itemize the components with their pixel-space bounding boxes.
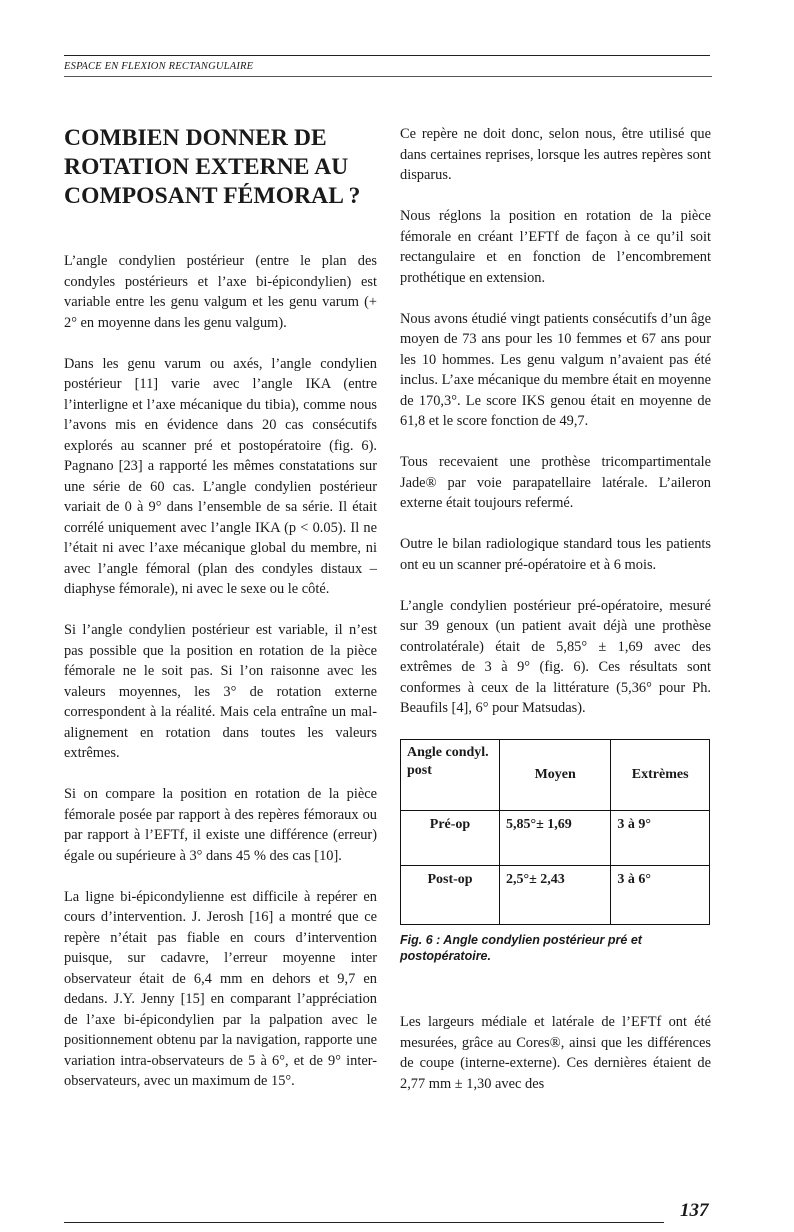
body-paragraph: Outre le bilan radiologique standard tous les patients ont eu un scanner pré-opératoire et à 6 mois. [400, 536, 711, 573]
right-column [400, 124, 711, 1115]
body-paragraph: La ligne bi-épicondylienne est difficile à repérer en cours d’intervention. J. Jerosh [16] a montré que ce repère n’était pas fiable en cours d’intervention puisque, sur cadavre, l’erreur moyenne inter observateur était de 6,4 mm en dehors et 9,7 en dedans. J.Y. Jenny [15] en comparant l’appréciation de l’axe bi-épicondylien par la palpation avec le positionnement obtenu par la navigation, rapporte une variation intra-observateurs de 5 à 6°, et de 9° inter-observateurs, avec un maximum de 15°. [64, 888, 377, 1089]
running-title: ESPACE EN FLEXION RECTANGULAIRE [64, 55, 710, 72]
body-paragraph: Ce repère ne doit donc, selon nous, être utilisé que dans certaines reprises, lorsque les autres repères sont disparus. [400, 126, 711, 183]
body-paragraph: Dans les genu varum ou axés, l’angle condylien postérieur [11] varie avec l’angle IKA (entre l’interligne et l’axe mécanique du tibia), comme nous l’avons mis en évidence dans 20 cas consécutifs explorés au scanner pré et postopératoire (fig. 6). Pagnano [23] a rapporté les mêmes constatations sur une série de 60 cas. L’angle condylien postérieur variait de 0 à 9° dans l’ensemble de sa série. Il était corrélé uniquement avec l’angle IKA (p < 0.05). Il ne l’était ni avec l’axe mécanique global du membre, ni avec l’angle fémoral (plan des condyles distaux – diaphyse fémorale), ni avec le sexe ou le côté. [64, 355, 377, 597]
table-row [401, 811, 710, 866]
table-cell: 3 à 9° [611, 811, 710, 866]
body-paragraph: Tous recevaient une prothèse tricompartimentale Jade® par voie parapatellaire latérale. L’aileron externe était toujours refermé. [400, 454, 711, 511]
footer-divider [64, 1222, 664, 1223]
table-cell: Post-op [401, 866, 500, 925]
body-paragraph: L’angle condylien postérieur pré-opératoire, mesuré sur 39 genoux (un patient avait déjà une prothèse controlatérale) était de 5,85° ± 1,69 avec des extrêmes de 3 à 9° (fig. 6). Ces résultats sont conformes à ceux de la littérature (5,36° pour Ph. Beaufils [4], 6° pour Matsudas). [400, 597, 711, 716]
angle-table [400, 739, 710, 925]
left-column [64, 124, 377, 1112]
body-paragraph: Les largeurs médiale et latérale de l’EFTf ont été mesurées, grâce au Cores®, ainsi que les différences de coupe (interne-externe). Ces dernières étaient de 2,77 mm ± 1,30 avec des [400, 1014, 711, 1092]
table-header-cell: Extrèmes [611, 740, 710, 811]
table-cell: 3 à 6° [611, 866, 710, 925]
table-cell: 5,85°± 1,69 [500, 811, 611, 866]
figure-caption: Fig. 6 : Angle condylien postérieur pré et postopératoire. [400, 933, 642, 963]
table-header-cell: Angle condyl. post [401, 740, 500, 811]
table-cell: 2,5°± 2,43 [500, 866, 611, 925]
body-paragraph: Si l’angle condylien postérieur est variable, il n’est pas possible que la position en rotation de la pièce fémorale ne le soit pas. Si l’on raisonne avec les valeurs moyennes, les 3° de rotation externe correspondent à la réalité. Mais cela entraîne un mal-alignement en rotation dans toutes les valeurs extrêmes. [64, 622, 377, 761]
table-cell: Pré-op [401, 811, 500, 866]
table-header-cell: Moyen [500, 740, 611, 811]
section-title: COMBIEN DONNER DE ROTATION EXTERNE AU COMPOSANT FÉMORAL ? [64, 125, 361, 209]
table-row [401, 866, 710, 925]
body-paragraph: Nous réglons la position en rotation de la pièce fémorale en créant l’EFTf de façon à ce qu’il soit rectangulaire et en fonction de l’encombrement prothétique en extension. [400, 208, 711, 286]
page-number: 137 [680, 1200, 709, 1221]
body-paragraph: Nous avons étudié vingt patients consécutifs d’un âge moyen de 73 ans pour les 10 femmes et 67 ans pour les 10 hommes. Les genu valgum n’avaient pas été inclus. L’axe mécanique du membre était en moyenne de 170,3°. Le score IKS genou était en moyenne de 61,8 et le score fonction de 49,7. [400, 310, 711, 429]
body-paragraph: L’angle condylien postérieur (entre le plan des condyles postérieurs et l’axe bi-épicondylien) est variable entre les genu valgum et les genu varum (+ 2° en moyenne dans les genu valgum). [64, 253, 377, 331]
body-paragraph: Si on compare la position en rotation de la pièce fémorale posée par rapport à des repères fémoraux ou par rapport à l’EFTf, il existe une différence (erreur) égale ou supérieure à 3° dans 45 % des cas [10]. [64, 786, 377, 864]
header-divider [64, 76, 712, 77]
table-header-row [401, 740, 710, 811]
